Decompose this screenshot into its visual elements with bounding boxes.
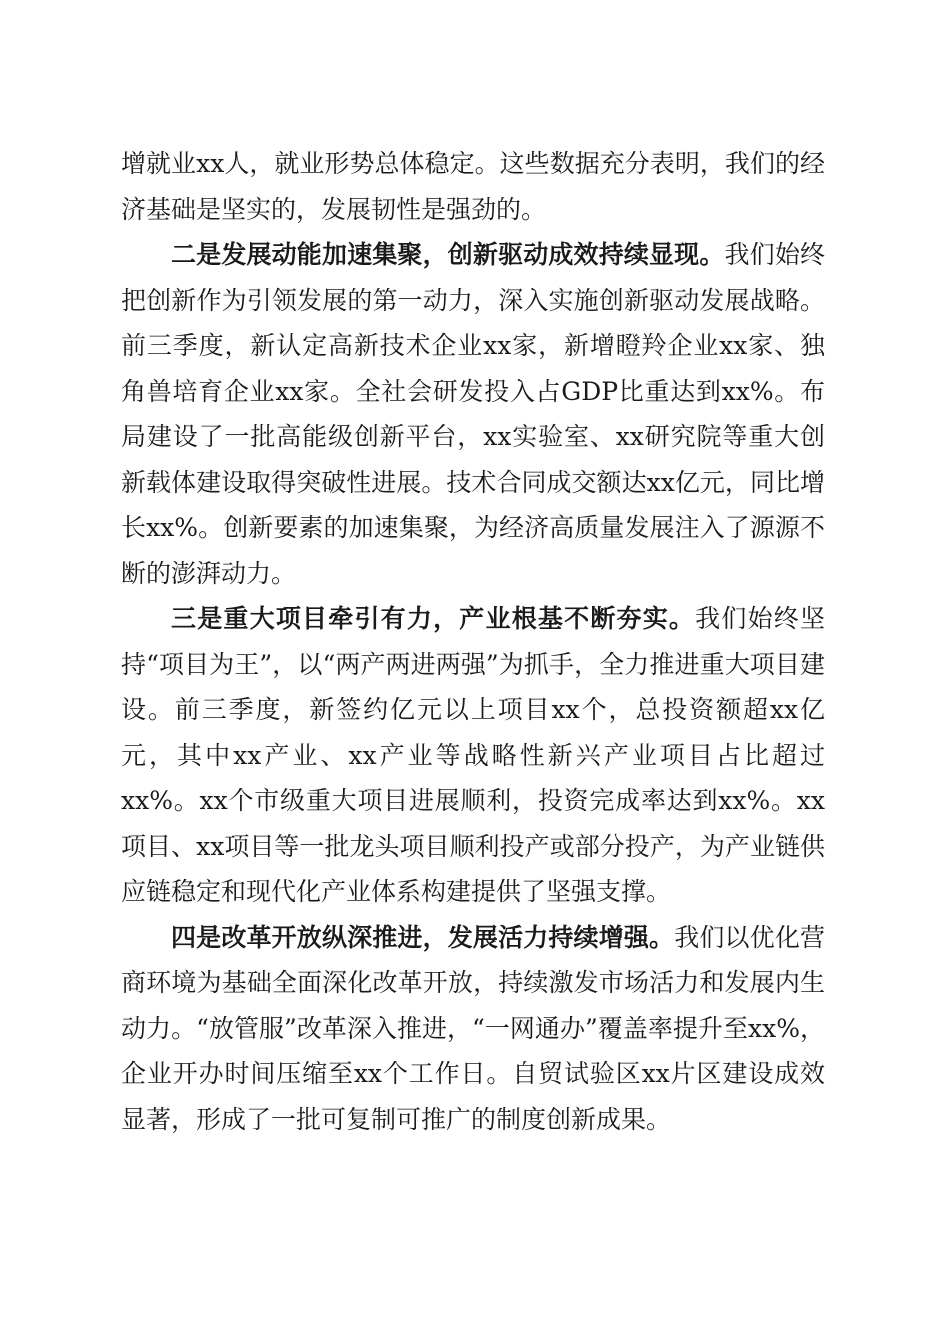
paragraph-lead: 四是改革开放纵深推进，发展活力持续增强。 <box>171 922 675 952</box>
paragraph-text: 我们以优化营商环境为基础全面深化改革开放，持续激发市场活力和发展内生动力。“放管服”改革深入推进，“一网通办”覆盖率提升至xx%，企业开办时间压缩至xx个工作日。自贸试验区xx片区建设成效显著，形成了一批可复制可推广的制度创新成果。 <box>121 922 825 1134</box>
paragraph-1 <box>121 141 825 232</box>
paragraph-text: 我们始终把创新作为引领发展的第一动力，深入实施创新驱动发展战略。前三季度，新认定高新技术企业xx家，新增瞪羚企业xx家、独角兽培育企业xx家。全社会研发投入占GDP比重达到xx%。布局建设了一批高能级创新平台，xx实验室、xx研究院等重大创新载体建设取得突破性进展。技术合同成交额达xx亿元，同比增长xx%。创新要素的加速集聚，为经济高质量发展注入了源源不断的澎湃动力。 <box>121 240 825 588</box>
paragraph-3 <box>121 596 825 915</box>
paragraph-lead: 二是发展动能加速集聚，创新驱动成效持续显现。 <box>171 240 725 269</box>
paragraph-text: 增就业xx人，就业形势总体稳定。这些数据充分表明，我们的经济基础是坚实的，发展韧性是强劲的。 <box>121 149 825 224</box>
document-body <box>121 141 825 1142</box>
paragraph-4 <box>121 915 825 1143</box>
paragraph-2 <box>121 232 825 596</box>
paragraph-text: 我们始终坚持“项目为王”，以“两产两进两强”为抓手，全力推进重大项目建设。前三季度，新签约亿元以上项目xx个，总投资额超xx亿元，其中xx产业、xx产业等战略性新兴产业项目占比超过xx%。xx个市级重大项目进展顺利，投资完成率达到xx%。xx项目、xx项目等一批龙头项目顺利投产或部分投产，为产业链供应链稳定和现代化产业体系构建提供了坚强支撑。 <box>121 604 825 906</box>
paragraph-lead: 三是重大项目牵引有力，产业根基不断夯实。 <box>171 604 696 633</box>
